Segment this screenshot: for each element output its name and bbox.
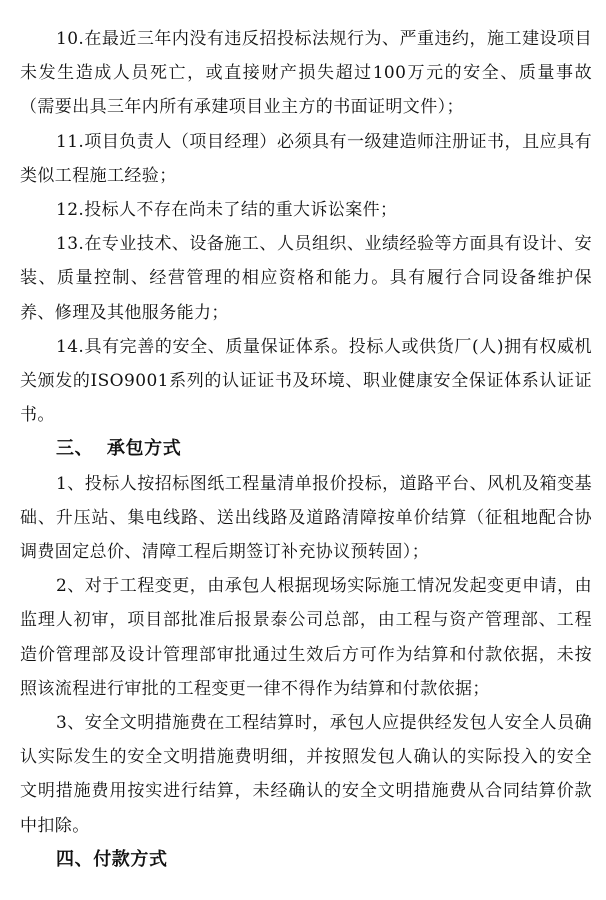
contract-method-item-3: 3、安全文明措施费在工程结算时，承包人应提供经发包人安全人员确认实际发生的安全文明措施费明细，并按照发包人确认的实际投入的安全文明措施费用按实进行结算，未经确认的安全文明措施费从合同结算价款中扣除。 (20, 713, 592, 836)
requirement-item-10: 10.在最近三年内没有违反招投标法规行为、严重违约，施工建设项目未发生造成人员死亡，或直接财产损失超过100万元的安全、质量事故（需要出具三年内所有承建项目业主方的书面证明文件）； (20, 29, 592, 118)
section-three-heading: 三、 承包方式 (56, 438, 182, 460)
requirement-item-13: 13.在专业技术、设备施工、人员组织、业绩经验等方面具有设计、安装、质量控制、经营管理的相应资格和能力。具有履行合同设备维护保养、修理及其他服务能力； (20, 234, 592, 323)
requirement-item-12: 12.投标人不存在尚未了结的重大诉讼案件； (56, 200, 398, 221)
contract-method-item-2: 2、对于工程变更，由承包人根据现场实际施工情况发起变更申请，由监理人初审，项目部批准后报景泰公司总部，由工程与资产管理部、工程造价管理部及设计管理部审批通过生效后方可作为结算和付款依据，未按照该流程进行审批的工程变更一律不得作为结算和付款依据； (20, 576, 592, 699)
requirement-item-14: 14.具有完善的安全、质量保证体系。投标人或供货厂(人)拥有权威机关颁发的ISO9001系列的认证证书及环境、职业健康安全保证体系认证证书。 (20, 336, 592, 426)
contract-method-item-1: 1、投标人按招标图纸工程量清单报价投标，道路平台、风机及箱变基础、升压站、集电线路、送出线路及道路清障按单价结算（征租地配合协调费固定总价、清障工程后期签订补充协议预转固）； (20, 473, 592, 563)
section-four-heading: 四、付款方式 (56, 848, 168, 870)
requirement-item-11: 11.项目负责人（项目经理）必须具有一级建造师注册证书，且应具有类似工程施工经验； (20, 131, 592, 186)
